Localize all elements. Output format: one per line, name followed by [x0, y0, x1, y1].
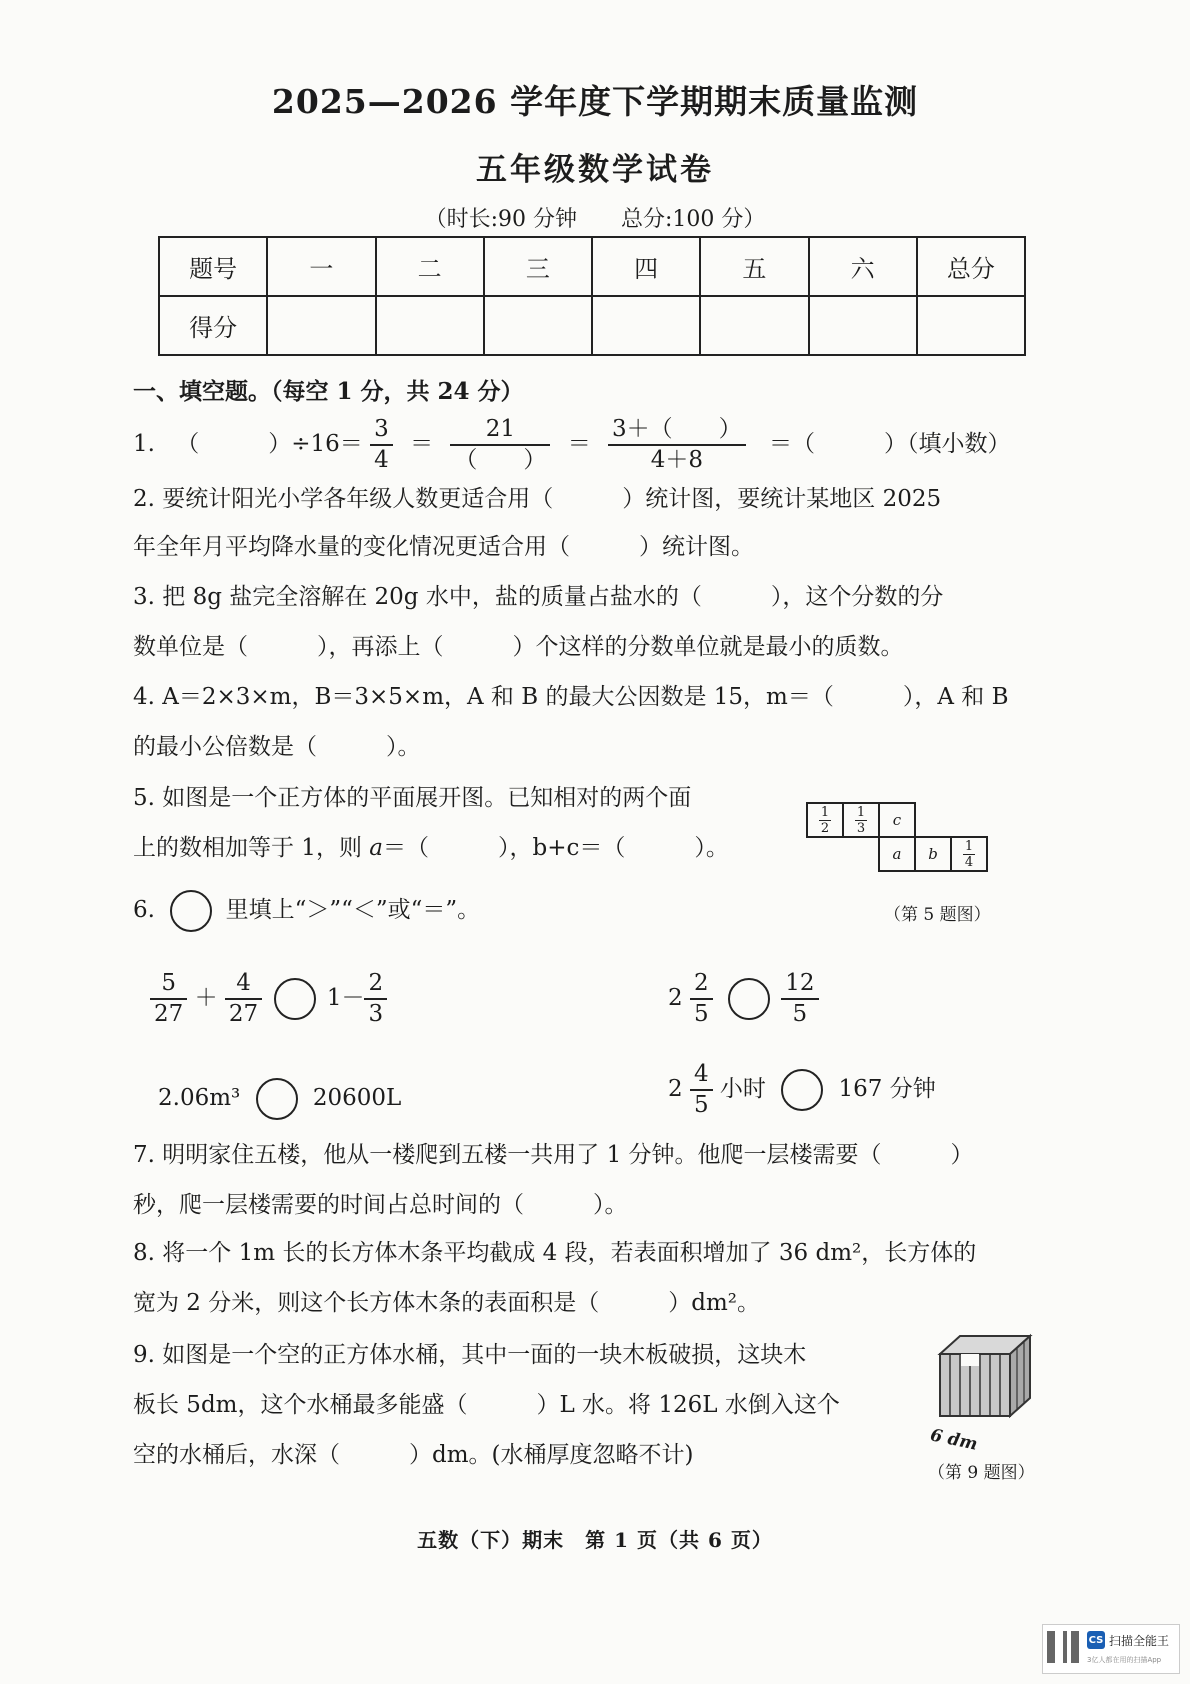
qr-code-icon	[1047, 1631, 1079, 1663]
question-2-line-2: 年全年月平均降水量的变化情况更适合用（ ）统计图。	[133, 534, 754, 560]
frac-num: 4	[225, 972, 262, 1000]
question-1	[133, 418, 1010, 472]
plus-sign: ＋	[194, 985, 218, 1011]
question-9-line-3: 空的水桶后，水深（ ）dm。(水桶厚度忽略不计)	[133, 1442, 694, 1468]
question-9-line-2: 板长 5dm，这个水桶最多能盛（ ）L 水。将 126L 水倒入这个	[133, 1392, 840, 1418]
mixed-whole: 2	[668, 1076, 683, 1102]
question-4-line-2: 的最小公倍数是（ ）。	[133, 734, 421, 760]
frac-num: 2	[364, 972, 387, 1000]
frac-num: 12	[781, 972, 818, 1000]
score-cell: 二	[376, 237, 484, 296]
camscanner-logo-icon: CS	[1087, 1631, 1105, 1649]
frac-num: 4	[690, 1063, 713, 1091]
scanner-tagline: 3亿人都在用的扫描App	[1087, 1656, 1162, 1664]
scanner-brand: 扫描全能王	[1109, 1634, 1170, 1648]
net-face-den: 3	[856, 820, 866, 836]
q6-d-rhs: 167 分钟	[838, 1076, 936, 1102]
exam-meta: （时长:90 分钟 总分:100 分）	[424, 207, 766, 232]
score-cell: 四	[592, 237, 700, 296]
frac-den: 3	[368, 1001, 384, 1027]
comparison-circle-icon	[170, 890, 212, 932]
question-8-line-1: 8. 将一个 1m 长的长方体木条平均截成 4 段，若表面积增加了 36 dm²，长方体的	[133, 1240, 977, 1266]
question-3-line-1: 3. 把 8g 盐完全溶解在 20g 水中，盐的质量占盐水的（ ），这个分数的分	[133, 584, 944, 610]
frac-den: 5	[693, 1001, 709, 1027]
q5-variable-a: a	[369, 835, 383, 861]
q1-fraction-3	[608, 418, 746, 472]
q6-number: 6.	[133, 897, 155, 923]
score-cell: 总分	[917, 237, 1025, 296]
q5-text-b: ＝（ ），b+c＝（ ）。	[382, 835, 729, 861]
q6-c-rhs: 20600L	[312, 1085, 402, 1111]
q1-f3-num: 3＋（ ）	[608, 418, 746, 446]
score-table	[158, 236, 1026, 356]
question-8-line-2: 宽为 2 分米，则这个长方体木条的表面积是（ ）dm²。	[133, 1290, 761, 1316]
section-heading: 一、填空题。（每空 1 分，共 24 分）	[133, 378, 524, 405]
question-5-line-2	[133, 837, 729, 860]
score-table-score-row	[159, 296, 1025, 355]
question-9-line-1: 9. 如图是一个空的正方体水桶，其中一面的一块木板破损，这块木	[133, 1342, 807, 1368]
frac-den: 5	[792, 1001, 808, 1027]
answer-circle[interactable]	[781, 1069, 823, 1111]
page-footer: 五数（下）期末 第 1 页（共 6 页）	[417, 1528, 773, 1552]
tank-dimension-label: 6 dm	[928, 1425, 980, 1455]
exam-subtitle: 五年级数学试卷	[476, 152, 714, 188]
score-table-header-row	[159, 237, 1025, 296]
score-entry[interactable]	[592, 296, 700, 355]
answer-circle[interactable]	[274, 978, 316, 1020]
score-cell: 三	[484, 237, 592, 296]
score-entry[interactable]	[809, 296, 917, 355]
q6-a-rhs: 1－	[326, 985, 365, 1011]
net-face	[950, 836, 988, 872]
question-3-line-2: 数单位是（ ），再添上（ ）个这样的分数单位就是最小的质数。	[133, 634, 904, 660]
question-7-line-1: 7. 明明家住五楼，他从一楼爬到五楼一共用了 1 分钟。他爬一层楼需要（ ）	[133, 1142, 974, 1168]
q6-item-b	[668, 972, 819, 1026]
score-cell: 五	[700, 237, 808, 296]
q1-f2-den: （ ）	[454, 447, 547, 473]
frac-num: 5	[150, 972, 187, 1000]
net-face-num: 1	[964, 838, 974, 854]
q1-f1-num: 3	[370, 418, 393, 446]
scanner-watermark	[1042, 1624, 1180, 1674]
q6-d-unit: 小时	[719, 1076, 766, 1102]
q6-instruction: 里填上“＞”“＜”或“＝”。	[225, 897, 481, 923]
net-face-num: 1	[856, 804, 866, 820]
q1-tail: ＝（ ）（填小数）	[768, 431, 1011, 457]
score-entry[interactable]	[917, 296, 1025, 355]
question-7-line-2: 秒，爬一层楼需要的时间占总时间的（ ）。	[133, 1192, 628, 1218]
score-entry[interactable]	[700, 296, 808, 355]
q1-f3-den: 4＋8	[650, 447, 703, 473]
frac-den: 27	[154, 1001, 184, 1027]
net-face-num: 1	[820, 804, 830, 820]
water-tank-icon	[930, 1328, 1040, 1428]
q1-fraction-1	[370, 418, 393, 472]
frac-den: 5	[693, 1092, 709, 1118]
q1-f2-num: 21	[450, 418, 550, 446]
q1-equals-1: ＝	[410, 431, 434, 457]
score-cell: 六	[809, 237, 917, 296]
net-face	[806, 802, 844, 838]
figure-5-caption: （第 5 题图）	[884, 905, 991, 925]
q6-item-c	[158, 1078, 401, 1120]
question-2-line-1: 2. 要统计阳光小学各年级人数更适合用（ ）统计图，要统计某地区 2025	[133, 486, 942, 512]
score-entry[interactable]	[376, 296, 484, 355]
net-face-den: 2	[820, 820, 830, 836]
q1-equals-2: ＝	[567, 431, 591, 457]
answer-circle[interactable]	[728, 978, 770, 1020]
net-face-b: b	[914, 836, 952, 872]
q1-f1-den: 4	[374, 447, 389, 473]
score-cell: 题号	[159, 237, 267, 296]
exam-title: 2025—2026 学年度下学期期末质量监测	[271, 82, 919, 121]
frac-den: 27	[228, 1001, 259, 1027]
frac-num: 2	[690, 972, 713, 1000]
q6-item-d	[668, 1063, 936, 1117]
net-face	[842, 802, 880, 838]
q6-item-a	[150, 972, 387, 1026]
q1-fraction-2	[450, 418, 550, 472]
answer-circle[interactable]	[256, 1078, 298, 1120]
net-face-den: 4	[964, 854, 974, 870]
score-row-label: 得分	[159, 296, 267, 355]
q1-number: 1.	[133, 431, 155, 457]
question-4-line-1: 4. A＝2×3×m，B＝3×5×m，A 和 B 的最大公因数是 15，m＝（ ），A 和 B	[133, 684, 1009, 710]
q6-c-lhs: 2.06m³	[158, 1085, 241, 1111]
net-face-c: c	[878, 802, 916, 838]
question-5-line-1: 5. 如图是一个正方体的平面展开图。已知相对的两个面	[133, 785, 692, 811]
water-tank-figure	[930, 1328, 1040, 1432]
score-cell: 一	[267, 237, 375, 296]
net-face-a: a	[878, 836, 916, 872]
figure-9-caption: （第 9 题图）	[928, 1463, 1035, 1483]
q1-part1: （ ）÷16＝	[176, 431, 363, 457]
mixed-whole: 2	[668, 985, 683, 1011]
question-6	[133, 890, 480, 932]
q5-text-a: 上的数相加等于 1，则	[133, 835, 370, 861]
score-entry[interactable]	[267, 296, 375, 355]
score-entry[interactable]	[484, 296, 592, 355]
